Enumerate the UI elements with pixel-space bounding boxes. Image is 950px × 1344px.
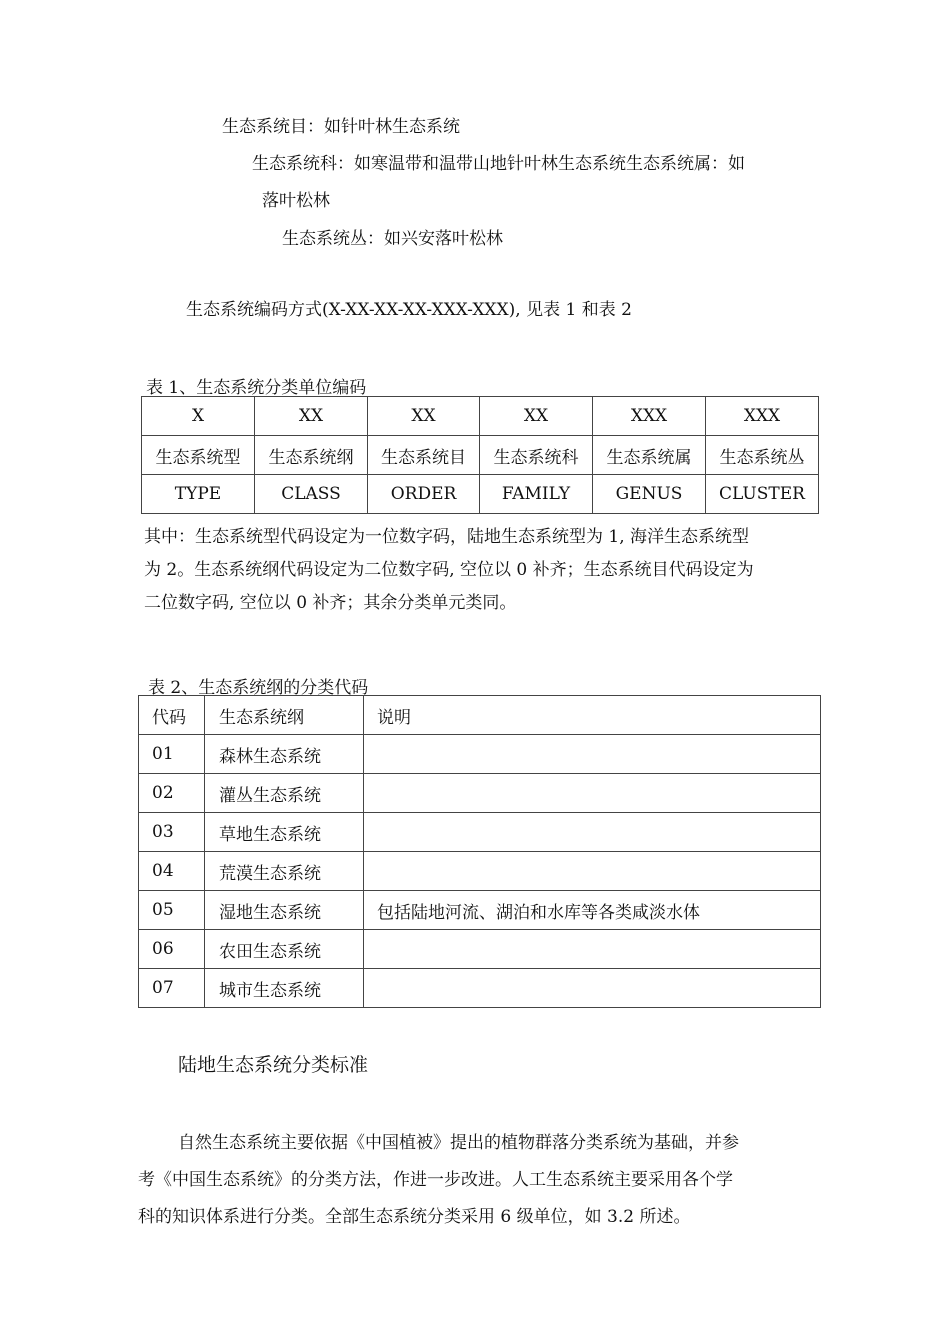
row-class-name: 农田生态系统 bbox=[205, 930, 364, 969]
row-description bbox=[364, 969, 821, 1008]
table1-name-cell: 生态系统目 bbox=[368, 436, 480, 475]
note-line: 其中：生态系统型代码设定为一位数字码，陆地生态系统型为 1, 海洋生态系统型 bbox=[144, 527, 750, 547]
row-description: 包括陆地河流、湖泊和水库等各类咸淡水体 bbox=[364, 891, 821, 930]
table1-code-cell: XX bbox=[255, 397, 368, 436]
row-class-name: 草地生态系统 bbox=[205, 813, 364, 852]
paragraph-line: 考《中国生态系统》的分类方法，作进一步改进。人工生态系统主要采用各个学 bbox=[138, 1170, 733, 1190]
table1-name-cell: 生态系统型 bbox=[142, 436, 255, 475]
table1-english-cell: GENUS bbox=[593, 475, 706, 514]
coding-scheme-line: 生态系统编码方式(X-XX-XX-XX-XXX-XXX), 见表 1 和表 2 bbox=[186, 300, 632, 320]
table2-caption: 表 2、生态系统纲的分类代码 bbox=[148, 678, 369, 698]
row-code: 05 bbox=[139, 891, 205, 930]
table1-english-cell: CLUSTER bbox=[706, 475, 819, 514]
paragraph-line: 自然生态系统主要依据《中国植被》提出的植物群落分类系统为基础，并参 bbox=[178, 1133, 739, 1153]
row-class-name: 灌丛生态系统 bbox=[205, 774, 364, 813]
row-class-name: 森林生态系统 bbox=[205, 735, 364, 774]
table-row bbox=[139, 774, 821, 813]
row-class-name: 城市生态系统 bbox=[205, 969, 364, 1008]
row-code: 04 bbox=[139, 852, 205, 891]
table-row bbox=[139, 852, 821, 891]
table1-code-cell: XX bbox=[480, 397, 593, 436]
coding-note-paragraph bbox=[144, 521, 834, 620]
table1-english-cell: CLASS bbox=[255, 475, 368, 514]
table-row bbox=[139, 735, 821, 774]
table1-english-cell: FAMILY bbox=[480, 475, 593, 514]
table2-header-code: 代码 bbox=[139, 696, 205, 735]
table-row bbox=[139, 930, 821, 969]
table-row bbox=[139, 969, 821, 1008]
table1-code-cell: XXX bbox=[706, 397, 819, 436]
table1-code-cell: X bbox=[142, 397, 255, 436]
table1-english-cell: TYPE bbox=[142, 475, 255, 514]
table2-header-row bbox=[139, 696, 821, 735]
table1-code-row bbox=[142, 397, 819, 436]
row-code: 02 bbox=[139, 774, 205, 813]
row-description bbox=[364, 735, 821, 774]
cluster-example-line: 生态系统丛：如兴安落叶松林 bbox=[282, 229, 503, 249]
row-description bbox=[364, 813, 821, 852]
note-line: 为 2。生态系统纲代码设定为二位数字码, 空位以 0 补齐；生态系统目代码设定为 bbox=[144, 560, 754, 580]
row-code: 03 bbox=[139, 813, 205, 852]
table1-name-cell: 生态系统丛 bbox=[706, 436, 819, 475]
table1-code-cell: XXX bbox=[593, 397, 706, 436]
order-example-line: 生态系统目：如针叶林生态系统 bbox=[222, 117, 460, 137]
table-row bbox=[139, 891, 821, 930]
table2-header-description: 说明 bbox=[364, 696, 821, 735]
row-description bbox=[364, 852, 821, 891]
table1-name-cell: 生态系统属 bbox=[593, 436, 706, 475]
section-heading: 陆地生态系统分类标准 bbox=[178, 1054, 369, 1076]
table1-english-cell: ORDER bbox=[368, 475, 480, 514]
classification-unit-code-table bbox=[141, 396, 819, 514]
genus-example-continuation: 落叶松林 bbox=[262, 191, 330, 211]
row-description bbox=[364, 930, 821, 969]
row-code: 06 bbox=[139, 930, 205, 969]
table1-name-cell: 生态系统纲 bbox=[255, 436, 368, 475]
row-class-name: 湿地生态系统 bbox=[205, 891, 364, 930]
note-line: 二位数字码, 空位以 0 补齐；其余分类单元类同。 bbox=[144, 593, 517, 613]
table-row bbox=[139, 813, 821, 852]
section-body-paragraph bbox=[138, 1125, 828, 1236]
table1-english-name-row bbox=[142, 475, 819, 514]
table1-caption: 表 1、生态系统分类单位编码 bbox=[146, 378, 367, 398]
table1-code-cell: XX bbox=[368, 397, 480, 436]
ecosystem-class-code-table bbox=[138, 695, 821, 1008]
row-code: 07 bbox=[139, 969, 205, 1008]
row-description bbox=[364, 774, 821, 813]
paragraph-line: 科的知识体系进行分类。全部生态系统分类采用 6 级单位，如 3.2 所述。 bbox=[138, 1207, 691, 1227]
table1-name-cell: 生态系统科 bbox=[480, 436, 593, 475]
table1-chinese-name-row bbox=[142, 436, 819, 475]
table2-header-class: 生态系统纲 bbox=[205, 696, 364, 735]
family-genus-example-line: 生态系统科：如寒温带和温带山地针叶林生态系统生态系统属：如 bbox=[252, 154, 745, 174]
row-code: 01 bbox=[139, 735, 205, 774]
row-class-name: 荒漠生态系统 bbox=[205, 852, 364, 891]
